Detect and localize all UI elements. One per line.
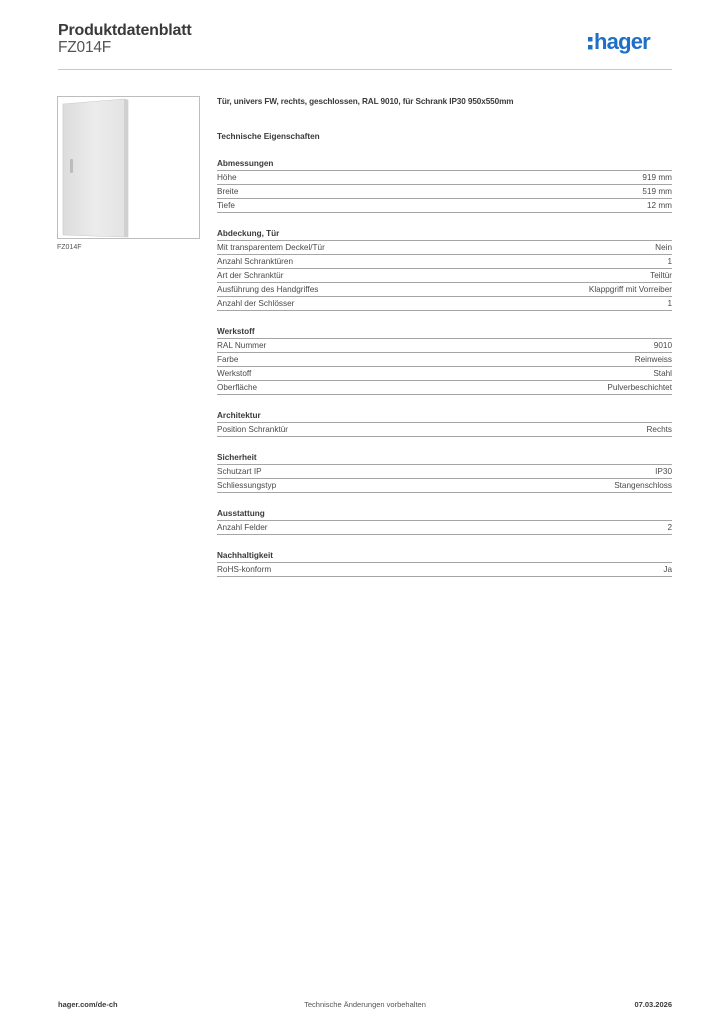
property-row (217, 367, 672, 381)
property-section (217, 326, 672, 395)
property-row (217, 269, 672, 283)
property-label: Farbe (217, 355, 239, 364)
property-label: Art der Schranktür (217, 271, 284, 280)
property-value: 1 (667, 299, 672, 308)
page-footer (58, 1000, 672, 1012)
property-label: Anzahl Schranktüren (217, 257, 294, 266)
property-value: Rechts (646, 425, 672, 434)
property-label: Schliessungstyp (217, 481, 277, 490)
section-title: Architektur (217, 410, 672, 423)
property-label: RAL Nummer (217, 341, 267, 350)
property-label: Position Schranktür (217, 425, 288, 434)
property-label: Tiefe (217, 201, 235, 210)
property-value: Stangenschloss (614, 481, 672, 490)
property-value: Nein (655, 243, 672, 252)
page-title: Produktdatenblatt (58, 22, 192, 39)
property-value: IP30 (655, 467, 672, 476)
property-section (217, 228, 672, 311)
section-title: Nachhaltigkeit (217, 550, 672, 563)
product-image (57, 96, 200, 239)
section-title: Abmessungen (217, 158, 672, 171)
property-value: Reinweiss (634, 355, 672, 364)
property-value: 9010 (653, 341, 672, 350)
property-value: Klappgriff mit Vorreiber (588, 285, 672, 294)
property-row (217, 479, 672, 493)
property-sections (217, 158, 672, 577)
product-code: FZ014F (58, 39, 112, 56)
property-label: Anzahl Felder (217, 523, 268, 532)
property-row (217, 241, 672, 255)
property-label: Schutzart IP (217, 467, 262, 476)
hager-logo (586, 26, 672, 56)
property-value: 1 (667, 257, 672, 266)
property-row (217, 283, 672, 297)
property-section (217, 550, 672, 577)
property-value: Ja (663, 565, 672, 574)
property-row (217, 297, 672, 311)
property-label: Oberfläche (217, 383, 258, 392)
property-row (217, 353, 672, 367)
property-section (217, 158, 672, 213)
section-title: Ausstattung (217, 508, 672, 521)
property-value: 519 mm (642, 187, 672, 196)
property-value: Pulverbeschichtet (607, 383, 672, 392)
header-divider (58, 69, 672, 70)
property-row (217, 465, 672, 479)
door-image (58, 97, 199, 238)
product-description: Tür, univers FW, rechts, geschlossen, RAL 9010, für Schrank IP30 950x550mm (217, 97, 514, 106)
svg-text:hager: hager (594, 29, 650, 54)
footer-website: hager.com/de-ch (58, 1000, 118, 1009)
property-label: Höhe (217, 173, 237, 182)
property-section (217, 410, 672, 437)
property-value: 12 mm (646, 201, 672, 210)
property-row (217, 521, 672, 535)
page-header (58, 22, 672, 70)
property-label: Breite (217, 187, 239, 196)
property-value: 919 mm (642, 173, 672, 182)
property-label: RoHS-konform (217, 565, 272, 574)
section-title: Abdeckung, Tür (217, 228, 672, 241)
footer-date: 07.03.2026 (634, 1000, 672, 1009)
property-section (217, 452, 672, 493)
technical-properties-title: Technische Eigenschaften (217, 132, 320, 141)
property-row (217, 199, 672, 213)
property-value: 2 (667, 523, 672, 532)
property-row (217, 339, 672, 353)
property-label: Werkstoff (217, 369, 252, 378)
property-value: Teiltür (650, 271, 672, 280)
property-row (217, 185, 672, 199)
property-row (217, 563, 672, 577)
property-label: Mit transparentem Deckel/Tür (217, 243, 325, 252)
property-row (217, 381, 672, 395)
property-row (217, 255, 672, 269)
property-label: Anzahl der Schlösser (217, 299, 295, 308)
image-caption: FZ014F (57, 244, 82, 251)
footer-notice: Technische Änderungen vorbehalten (304, 1000, 426, 1009)
property-row (217, 171, 672, 185)
section-title: Sicherheit (217, 452, 672, 465)
property-row (217, 423, 672, 437)
product-content (217, 96, 672, 577)
property-value: Stahl (653, 369, 672, 378)
section-title: Werkstoff (217, 326, 672, 339)
property-label: Ausführung des Handgriffes (217, 285, 319, 294)
property-section (217, 508, 672, 535)
